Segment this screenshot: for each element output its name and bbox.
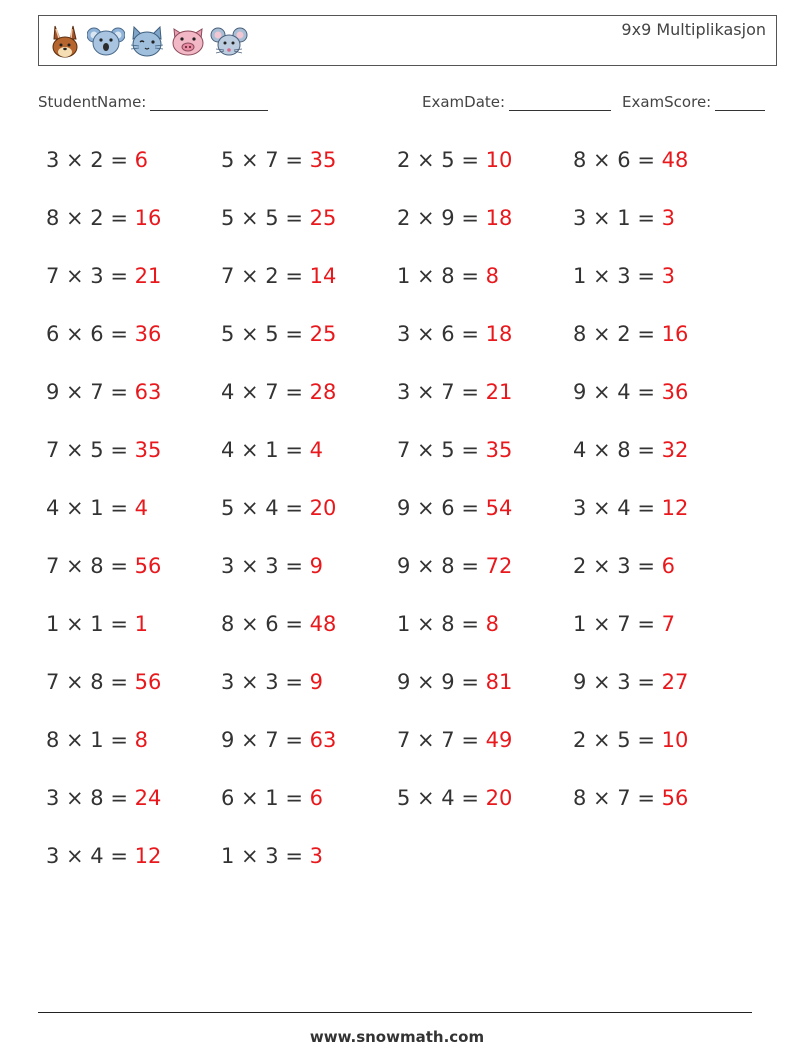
student-name-field[interactable] — [38, 93, 268, 111]
problem-question: 7 × 8 = — [46, 670, 135, 694]
problem-question: 1 × 1 = — [46, 612, 135, 636]
problem-item — [221, 206, 336, 230]
problem-answer: 54 — [485, 496, 513, 520]
pig-icon — [169, 23, 207, 59]
problem-answer: 12 — [134, 844, 162, 868]
problem-answer: 28 — [309, 380, 337, 404]
problem-answer: 3 — [661, 206, 675, 230]
problem-question: 2 × 5 = — [397, 148, 486, 172]
problem-question: 9 × 7 = — [221, 728, 310, 752]
problem-answer: 35 — [134, 438, 162, 462]
problem-answer: 18 — [485, 322, 513, 346]
problem-question: 8 × 6 = — [221, 612, 310, 636]
problem-item — [573, 264, 675, 288]
worksheet-title: 9x9 Multiplikasjon — [621, 20, 766, 39]
problem-item — [221, 786, 323, 810]
problem-item — [573, 786, 688, 810]
problem-answer: 72 — [485, 554, 513, 578]
problem-answer: 10 — [485, 148, 513, 172]
problem-question: 5 × 5 = — [221, 206, 310, 230]
problem-item — [46, 554, 161, 578]
problem-question: 6 × 1 = — [221, 786, 310, 810]
problem-item — [573, 148, 688, 172]
problem-item — [573, 728, 688, 752]
footer-url: www.snowmath.com — [309, 1028, 485, 1046]
problem-item — [221, 380, 336, 404]
problem-answer: 4 — [309, 438, 323, 462]
problem-question: 8 × 2 = — [573, 322, 662, 346]
problem-answer: 4 — [134, 496, 148, 520]
problem-item — [221, 728, 336, 752]
problem-answer: 21 — [485, 380, 513, 404]
problem-answer: 8 — [485, 612, 499, 636]
problem-item — [573, 496, 688, 520]
problem-question: 3 × 4 = — [46, 844, 135, 868]
problem-question: 6 × 6 = — [46, 322, 135, 346]
problem-answer: 63 — [309, 728, 337, 752]
worksheet-header — [38, 15, 777, 66]
problem-item — [46, 612, 148, 636]
problem-question: 3 × 1 = — [573, 206, 662, 230]
problem-answer: 63 — [134, 380, 162, 404]
problem-question: 8 × 6 = — [573, 148, 662, 172]
problem-question: 5 × 4 = — [397, 786, 486, 810]
problem-answer: 12 — [661, 496, 689, 520]
rabbit-icon — [46, 23, 84, 59]
cat-icon — [128, 23, 166, 59]
problem-item — [46, 322, 161, 346]
problem-answer: 6 — [661, 554, 675, 578]
problem-answer: 8 — [134, 728, 148, 752]
exam-score-line[interactable] — [715, 94, 765, 111]
student-info-row — [38, 93, 770, 115]
problem-item — [397, 786, 512, 810]
problem-answer: 9 — [309, 554, 323, 578]
problem-answer: 14 — [309, 264, 337, 288]
problem-question: 2 × 3 = — [573, 554, 662, 578]
problem-item — [397, 728, 512, 752]
student-name-label: StudentName: — [38, 93, 147, 111]
problem-question: 3 × 4 = — [573, 496, 662, 520]
problem-question: 8 × 2 = — [46, 206, 135, 230]
problem-item — [46, 206, 161, 230]
problem-answer: 8 — [485, 264, 499, 288]
problem-item — [573, 322, 688, 346]
problem-item — [573, 438, 688, 462]
problem-question: 4 × 7 = — [221, 380, 310, 404]
problem-question: 7 × 3 = — [46, 264, 135, 288]
problem-item — [46, 844, 161, 868]
problem-answer: 3 — [309, 844, 323, 868]
problem-item — [397, 380, 512, 404]
problem-answer: 36 — [661, 380, 689, 404]
problem-item — [573, 380, 688, 404]
problem-question: 1 × 3 = — [221, 844, 310, 868]
problem-answer: 18 — [485, 206, 513, 230]
problem-question: 1 × 8 = — [397, 612, 486, 636]
problem-answer: 21 — [134, 264, 162, 288]
exam-score-field[interactable] — [622, 93, 765, 111]
problem-answer: 3 — [661, 264, 675, 288]
problem-item — [397, 206, 512, 230]
problem-answer: 25 — [309, 206, 337, 230]
problem-question: 7 × 7 = — [397, 728, 486, 752]
problem-answer: 56 — [661, 786, 689, 810]
problem-answer: 36 — [134, 322, 162, 346]
problem-answer: 49 — [485, 728, 513, 752]
problem-answer: 25 — [309, 322, 337, 346]
problem-item — [46, 264, 161, 288]
problem-question: 4 × 1 = — [221, 438, 310, 462]
problem-question: 3 × 2 = — [46, 148, 135, 172]
exam-date-field[interactable] — [422, 93, 611, 111]
problem-item — [397, 264, 499, 288]
exam-date-line[interactable] — [509, 94, 611, 111]
problem-question: 3 × 7 = — [397, 380, 486, 404]
footer-divider — [38, 1012, 752, 1013]
problem-item — [221, 496, 336, 520]
problem-question: 1 × 7 = — [573, 612, 662, 636]
problem-item — [397, 438, 512, 462]
problem-item — [573, 554, 675, 578]
problem-item — [573, 206, 675, 230]
problem-question: 9 × 6 = — [397, 496, 486, 520]
problem-item — [221, 612, 336, 636]
problem-answer: 6 — [134, 148, 148, 172]
problem-question: 7 × 8 = — [46, 554, 135, 578]
problem-item — [397, 148, 512, 172]
mouse-icon — [210, 23, 248, 59]
problem-answer: 24 — [134, 786, 162, 810]
problem-answer: 48 — [309, 612, 337, 636]
problem-item — [397, 554, 512, 578]
problem-answer: 1 — [134, 612, 148, 636]
problem-question: 2 × 5 = — [573, 728, 662, 752]
student-name-line[interactable] — [150, 94, 268, 111]
problem-question: 1 × 3 = — [573, 264, 662, 288]
problem-answer: 27 — [661, 670, 689, 694]
problem-question: 9 × 8 = — [397, 554, 486, 578]
exam-date-label: ExamDate: — [422, 93, 506, 111]
problem-item — [397, 670, 512, 694]
problem-question: 9 × 3 = — [573, 670, 662, 694]
problem-question: 3 × 8 = — [46, 786, 135, 810]
problem-item — [221, 670, 323, 694]
problem-question: 9 × 9 = — [397, 670, 486, 694]
problem-answer: 6 — [309, 786, 323, 810]
exam-score-label: ExamScore: — [622, 93, 712, 111]
problem-answer: 32 — [661, 438, 689, 462]
problem-item — [46, 786, 161, 810]
koala-icon — [87, 23, 125, 59]
problem-answer: 35 — [485, 438, 513, 462]
problem-answer: 48 — [661, 148, 689, 172]
problem-question: 5 × 7 = — [221, 148, 310, 172]
problem-item — [221, 322, 336, 346]
problem-item — [221, 844, 323, 868]
problem-answer: 35 — [309, 148, 337, 172]
problem-item — [221, 554, 323, 578]
problem-question: 2 × 9 = — [397, 206, 486, 230]
problem-question: 3 × 3 = — [221, 554, 310, 578]
problem-item — [46, 380, 161, 404]
problem-answer: 56 — [134, 670, 162, 694]
problem-item — [221, 264, 336, 288]
problem-answer: 20 — [485, 786, 513, 810]
problem-answer: 16 — [134, 206, 162, 230]
problem-item — [573, 612, 675, 636]
problem-question: 8 × 1 = — [46, 728, 135, 752]
problem-item — [46, 728, 148, 752]
problem-question: 5 × 5 = — [221, 322, 310, 346]
problem-item — [397, 496, 512, 520]
problem-question: 4 × 1 = — [46, 496, 135, 520]
problem-question: 7 × 2 = — [221, 264, 310, 288]
problem-answer: 20 — [309, 496, 337, 520]
problem-answer: 9 — [309, 670, 323, 694]
problem-question: 5 × 4 = — [221, 496, 310, 520]
problem-question: 9 × 7 = — [46, 380, 135, 404]
problem-item — [46, 496, 148, 520]
problem-item — [397, 322, 512, 346]
problem-question: 7 × 5 = — [46, 438, 135, 462]
problem-question: 7 × 5 = — [397, 438, 486, 462]
problem-answer: 81 — [485, 670, 513, 694]
problem-answer: 7 — [661, 612, 675, 636]
problem-item — [46, 670, 161, 694]
problem-question: 9 × 4 = — [573, 380, 662, 404]
problem-question: 3 × 6 = — [397, 322, 486, 346]
problem-answer: 10 — [661, 728, 689, 752]
problem-item — [221, 438, 323, 462]
problem-question: 8 × 7 = — [573, 786, 662, 810]
problem-item — [221, 148, 336, 172]
problem-answer: 16 — [661, 322, 689, 346]
problem-question: 1 × 8 = — [397, 264, 486, 288]
problem-item — [46, 438, 161, 462]
problem-item — [397, 612, 499, 636]
animal-icons — [46, 23, 248, 59]
problem-item — [573, 670, 688, 694]
problem-answer: 56 — [134, 554, 162, 578]
problem-question: 3 × 3 = — [221, 670, 310, 694]
problem-question: 4 × 8 = — [573, 438, 662, 462]
problem-item — [46, 148, 148, 172]
